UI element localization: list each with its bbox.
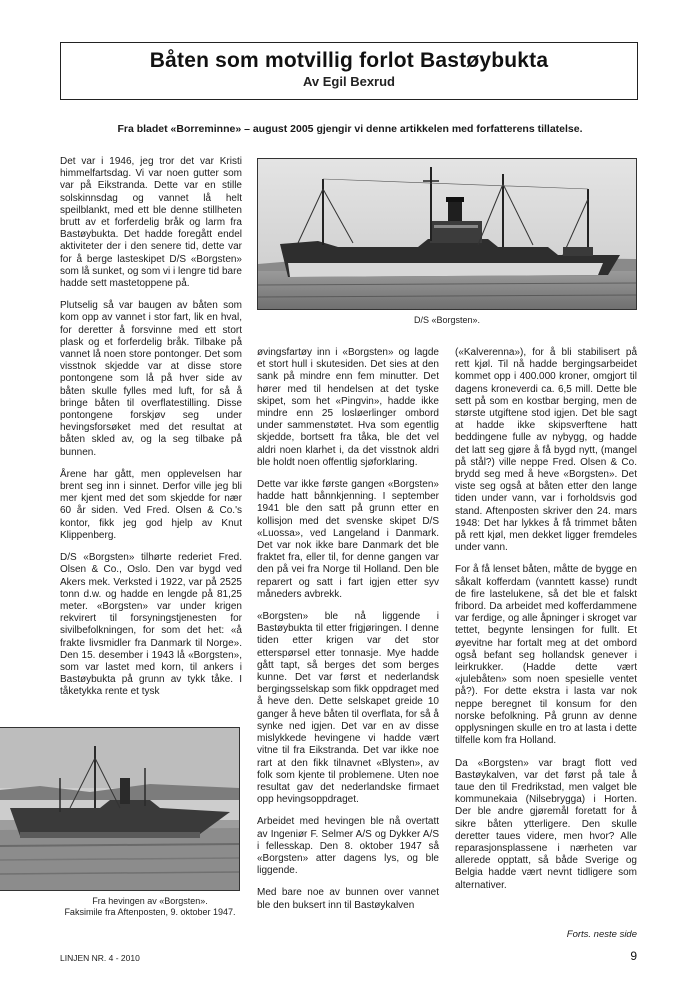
paragraph: øvingsfartøy inn i «Borgsten» og lagde et stort hull i skutesiden. Det sies at den sank på mindre enn fem minutter. Det hører med til hendelsen at det tyske skipet, som het «Pingvin», hadde ikke mindre enn 25 losløerlinger ombord under sammenstøtet. Hva som egentlig skjedde, bortsett fra tåka, ble det vel aldri noen klarhet i, da det visstnok aldri ble holdt noen offentlig sjøforklaring. <box>257 347 439 468</box>
caption-line: Faksimile fra Aftenposten, 9. oktober 1947. <box>64 907 236 917</box>
article-byline: Av Egil Bexrud <box>303 74 395 89</box>
article-title: Båten som motvillig forlot Bastøybukta <box>149 49 549 72</box>
paragraph: Dette var ikke første gangen «Borgsten» hadde hatt bånnkjenning. I september 1941 ble den satt på grunn etter en kollisjon med det svenske skipet D/S «Luossa», ved Langeland i Danmark. Det var nok ikke bare Danmark det ble fraktet fra, eller til, for denne gangen var den på vei fra Norge til Holland. Den ble reparert og satt i fart igjen etter syv måneders avbrekk. <box>257 479 439 600</box>
page-number: 9 <box>630 949 637 963</box>
publication-footer: LINJEN NR. 4 - 2010 <box>60 953 140 963</box>
article-column-2 <box>257 347 439 912</box>
paragraph: («Kalverenna»), for å bli stabilisert på rett kjøl. Til nå hadde bergingsarbeidet kommet opp i 400.000 kroner, omgjort til dagens kroneverdi ca. 6,5 mill. Dette ble sett på som en kostbar berging, men de største utgiftene stod igjen. Det ble sagt at hadde ikke skipsverftene hatt beddingene fulle av nybygg, og hadde det latt seg gjøre å få bygd nytt, (mangel på stål?) ville neppe Fred. Olsen & Co. brydd seg med å heve «Borgsten». Det viste seg også at båten etter den lange tiden under vann, var i forholdsvis god stand. Aftenposten skriver den 24. mars 1948: Det har lykkes å få trimmet båten på rett kjøl, men dekket ligger fremdeles under vann. <box>455 347 637 554</box>
paragraph: For å få lenset båten, måtte de bygge en såkalt kofferdam (vanntett kasse) rundt de fire lastelukene, så det ble et falskt fribord. Da arbeidet med kofferdammene var ferdige, og alle åpninger i skroget var tettet, begynte lensingen for fullt. Et øyevitne har fortalt meg at det ombord også befant seg hollandsk genever i leirkrukker. (Hadde dette vært «julebåten» som noen spesielle ventet på?). For dette ekstra i lasta var nok neppe beregnet til konsum for den norske befolkning. På grunn av denne opplysningen skulle en tro at lasta i dette tilfelle kom fra Holland. <box>455 564 637 747</box>
ship-photo-caption: D/S «Borgsten». <box>413 315 481 325</box>
article-column-1 <box>60 156 242 699</box>
ship-illustration <box>258 159 637 310</box>
paragraph: D/S «Borgsten» tilhørte rederiet Fred. Olsen & Co., Oslo. Den var bygd ved Akers mek. Verksted i 1922, var på 2525 tonn d.w. og hadde en lengde på 81,25 meter. «Borgsten» var under krigen rekvirert til forsyningstjenesten for sivilbefolkningen, for som det het: «å frakte livsmidler fra Danmark til Norge». Den 15. desember i 1943 lå «Borgsten», som var lastet med korn, til ankers i Bastøybukta på grunn av tykk tåke. I tåketykka rente et tysk <box>60 552 242 698</box>
title-box <box>60 42 638 100</box>
paragraph: Med bare noe av bunnen over vannet ble den buksert inn til Bastøykalven <box>257 887 439 911</box>
continued-note: Forts. neste side <box>566 929 637 940</box>
paragraph: Det var i 1946, jeg tror det var Kristi himmelfartsdag. Vi var noen gutter som var på Eikstranda. Dette var en stille solskinnsdag og vannet lå helt speilblankt, med ett ble denne stillheten brutt av et forferdelig bråk og larm fra Bastøybukta. Det hadde foregått endel aktiviteter der i den senere tid, dette var for å berge lasteskipet D/S «Borgsten» som lå sunket, og som vi i lengre tid bare hadde sett mastetoppene på. <box>60 156 242 290</box>
caption-line: Fra hevingen av «Borgsten». <box>92 896 208 906</box>
paragraph: Arbeidet med hevingen ble nå overtatt av Ingeniør F. Selmer A/S og Dykker A/S i fellesskap. Den 8. oktober 1947 så «Borgsten» atter dagens lys, og ble liggende. <box>257 816 439 877</box>
intro-text: Fra bladet «Borreminne» – august 2005 gjengir vi denne artikkelen med forfatterens tillatelse. <box>117 123 583 135</box>
salvage-illustration <box>0 728 240 891</box>
ship-photo <box>257 158 637 310</box>
paragraph: Da «Borgsten» var bragt flott ved Bastøykalven, var det først på tale å taue den til Fredrikstad, men valget ble kommunekaia (Nilsebrygga) i Horten. Der ble andre gjøremål foretatt for å sikre båten ytterligere. Den skulle deretter taues videre, men hvor? Alle reparasjonsplassene i nærheten var allerede opptatt, så både Sverige og Belgia hadde vært nevnt tidligere som alternativer. <box>455 757 637 891</box>
salvage-photo <box>0 727 240 891</box>
salvage-photo-caption <box>60 896 240 918</box>
paragraph: Årene har gått, men opplevelsen har brent seg inn i sinnet. Derfor ville jeg bli mer kjent med det som skjedde for nær 60 år siden. Ved Fred. Olsen & Co.'s kontor, fikk jeg god hjelp av Knut Klippenberg. <box>60 468 242 541</box>
paragraph: «Borgsten» ble nå liggende i Bastøybukta til etter frigjøringen. I denne tiden etter krigen var det stor etterspørsel etter tonnasje. Mye hadde gått tapt, så berges det som berges kunne. Det var først et nederlandsk bergingsselskap som fikk oppdraget med å heve den. Dette selskapet greide 10 ganger å heve båten til overflata, for så å synke ned igjen. Det var en av disse mislykkede hevingene vi hadde vært vitne til fra Eikstranda. Det var ikke noe rart at den fikk tilnavnet «Blysten», av folk som kjente til problemene. Uten noe resultat gav det nederlandske firmaet opp hevingsoppdraget. <box>257 611 439 806</box>
article-column-3 <box>455 347 637 892</box>
paragraph: Plutselig så var baugen av båten som kom opp av vannet i stor fart, lik en hval, for deretter å forsvinne med ett stort plask og et forferdelig bråk. Tilbake på vannet lå noen store pontonger. Det som visstnok skjedde var at disse store pontongene som lå på hver side av båten skulle fylles med luft, for så å bringe båten til overflatestilling. Disse pontongene forskjøv seg under hevingsforsøket med det resultat at båten skled av, og la seg tilbake på bunnen. <box>60 300 242 458</box>
